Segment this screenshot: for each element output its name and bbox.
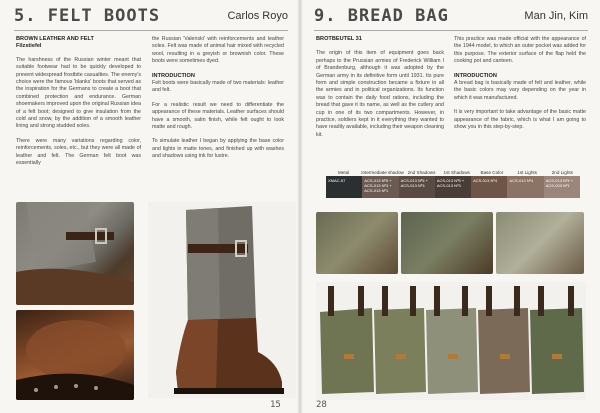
left-column-1 bbox=[16, 36, 141, 175]
header-rule bbox=[314, 30, 588, 31]
paragraph: This practice was made official with the appearance of the 1944 model, to which an outer pocket was added for this purpose. The exterior surface of the flap held the cooking pot and canteen. bbox=[454, 36, 586, 65]
right-page bbox=[300, 0, 600, 413]
right-page-author: Man Jin, Kim bbox=[524, 10, 588, 22]
bread-bag-detail-photo-2 bbox=[401, 212, 493, 274]
color-table-labels bbox=[326, 167, 580, 175]
right-page-number: 28 bbox=[316, 400, 327, 410]
color-swatch: XMAC-57 bbox=[326, 176, 362, 198]
paragraph: The origin of this item of equipment goes back perhaps to the Prussian armies of Frederick William I of Brandenburg, although it was adopted by the German army in its definitive form until 1931. Its pure form and simple construction became a fixture in all the armies and in political organizations. Its function was to contain the daily food rations, including the bread that gave it its name, as well as the cutlery and cup in one of its two compartments. However, in practice, soldiers kept in it everything they wanted to have readily available, including their weapon cleaning kit. bbox=[316, 50, 444, 138]
bread-bag-detail-photo-3 bbox=[496, 212, 584, 274]
color-swatches bbox=[326, 176, 580, 198]
section-heading: BROTBEUTEL 31 bbox=[316, 36, 362, 42]
color-label: Base Color bbox=[480, 170, 504, 175]
right-page-title: 9. BREAD BAG bbox=[314, 6, 449, 26]
left-page-header bbox=[14, 6, 288, 30]
paragraph: It is very important to take advantage of the basic matte appearance of the fabric, which is what I am going to show you in this step-by-step. bbox=[454, 109, 586, 131]
color-swatch: ACS-013 Nº5 + ACS-013 Nº3 + ACS-013 Nº1 bbox=[362, 176, 398, 198]
paragraph: A bread bag is basically made of felt and leather, while the basic colors may vary depending on the year in which it was manufactured. bbox=[454, 80, 586, 101]
color-label: 2nd Shadows bbox=[407, 170, 436, 175]
header-rule bbox=[14, 30, 288, 31]
left-column-2 bbox=[152, 36, 284, 168]
color-swatch: ACS-013 Nº4 bbox=[507, 176, 543, 198]
bread-bag-steps-photo bbox=[316, 282, 586, 400]
color-swatch: ACS-013 Nº4 + ACS-003 Nº1 bbox=[544, 176, 580, 198]
paragraph: For a realistic result we need to differentiate the appearance of these materials. Leather surfaces should have a smooth, satin finish, while felt ought to look matte and rough. bbox=[152, 101, 284, 131]
paragraph: the Russian 'Valenski' with reinforcements and leather soles. Felt was made of animal hair mixed with recycled wool, resulting in a greyish or brownish color. These boots were sometimes dyed. bbox=[152, 36, 284, 65]
section-subheading: Filzstiefel bbox=[16, 43, 42, 50]
paragraph: To simulate leather I began by applying the base color and lights in matte tones, and finished up with washes and shadows using ink for lustre. bbox=[152, 138, 284, 160]
color-reference-table bbox=[326, 167, 580, 198]
right-column-2 bbox=[454, 36, 586, 138]
bread-bag-detail-photo-1 bbox=[316, 212, 398, 274]
color-swatch: ACS-013 Nº5 + ACS-013 Nº3 bbox=[399, 176, 435, 198]
color-swatch: ACS-013 Nº5 + ACS-013 Nº3 bbox=[435, 176, 471, 198]
left-page-title: 5. FELT BOOTS bbox=[14, 6, 161, 26]
color-label: 1st Shadows bbox=[443, 170, 470, 175]
leather-sole-detail-photo bbox=[16, 310, 134, 400]
right-page-header bbox=[314, 6, 588, 30]
color-label: 2nd Lights bbox=[551, 170, 573, 175]
color-swatch: ACS-013 Nº4 bbox=[471, 176, 507, 198]
section-heading: BROWN LEATHER AND FELT bbox=[16, 36, 94, 42]
felt-boot-detail-photo bbox=[16, 202, 134, 305]
felt-boot-photo bbox=[148, 202, 296, 398]
paragraph: The harshness of the Russian winter meant that suitable footwear had to be quickly developed to prevent widespread frostbite casualties. The enemy's choice were the famous 'blanks' boots that served as the inspiration for the Germans to create a boot that combined protection and endurance. German shoemakers improved upon the original Russian idea of a felt boot; designed to give insulation from the cold and snow, by the addition of a smooth leather lining and strong studded soles. bbox=[16, 56, 141, 130]
right-column-1 bbox=[316, 36, 444, 146]
left-page-number: 15 bbox=[270, 400, 281, 410]
intro-heading: INTRODUCTION bbox=[152, 72, 195, 79]
paragraph: Felt boots were basically made of two materials: leather and felt. bbox=[152, 80, 284, 94]
intro-heading: INTRODUCTION bbox=[454, 72, 497, 79]
paragraph: There were many variations regarding color, reinforcements, soles, etc., but they were all made of leather and felt. The German felt boot was essentially bbox=[16, 137, 141, 167]
color-label: Metal bbox=[337, 170, 350, 175]
color-label: 1st Lights bbox=[517, 170, 537, 175]
color-label: Intermediate shadow bbox=[361, 170, 404, 175]
left-page-author: Carlos Royo bbox=[227, 10, 288, 22]
